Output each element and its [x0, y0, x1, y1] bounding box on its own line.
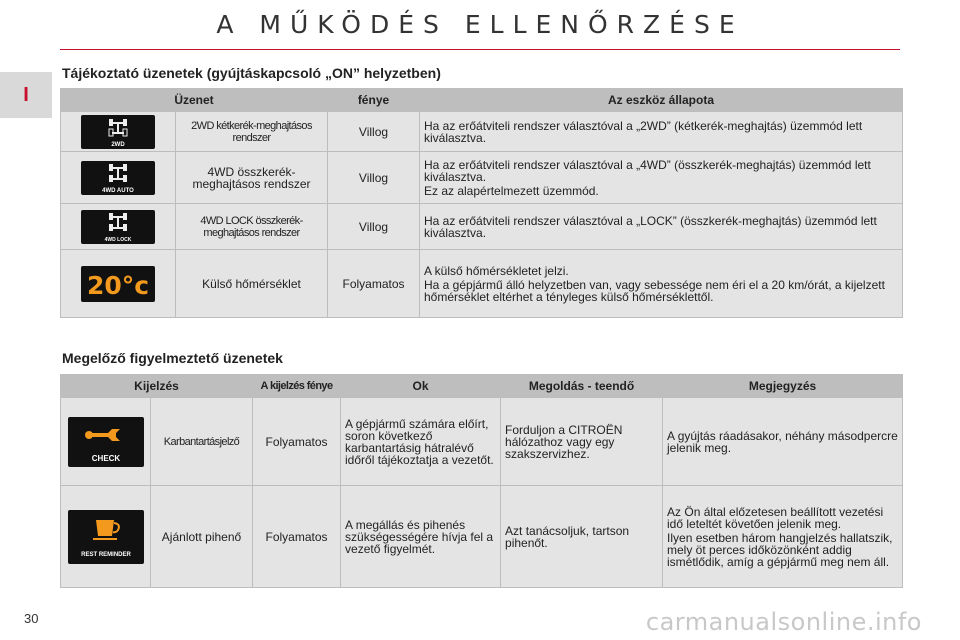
- preventive-warnings-table: [60, 374, 903, 588]
- reason-text: A megállás és pihenés szükségességére hívja fel a vezető figyelmét.: [341, 486, 501, 588]
- svg-text:4WD LOCK: 4WD LOCK: [104, 236, 132, 243]
- message-name: 2WD kétkerék-meghajtásos rendszer: [176, 112, 328, 152]
- section-heading-info-messages: Tájékoztató üzenetek (gyújtáskapcsoló „ON” helyzetben): [62, 65, 441, 81]
- light-status: Folyamatos: [253, 398, 341, 486]
- section-heading-preventive-warnings: Megelőző figyelmeztető üzenetek: [62, 350, 283, 366]
- wrench-check-icon: [68, 417, 144, 467]
- table-row: [61, 250, 903, 318]
- watermark: carmanualsonline.info: [645, 608, 922, 636]
- title-divider: [60, 49, 900, 50]
- status-description: Ha az erőátviteli rendszer választóval a „LOCK” (összkerék-meghajtás) üzemmód lett kiválasztva.: [420, 204, 903, 250]
- 4wd-auto-drive-icon: [81, 161, 155, 195]
- status-description: Ha az erőátviteli rendszer választóval a „2WD” (kétkerék-meghajtás) üzemmód lett kiválasztva.: [420, 112, 903, 152]
- light-status: Villog: [328, 112, 420, 152]
- svg-text:4WD AUTO: 4WD AUTO: [102, 187, 134, 194]
- svg-text:2WD: 2WD: [111, 141, 125, 148]
- table-header-row: [61, 375, 903, 398]
- coffee-cup-icon: [68, 510, 144, 564]
- light-status: Villog: [328, 204, 420, 250]
- message-name: 4WD LOCK összkerék-meghajtásos rendszer: [176, 204, 328, 250]
- table-row: [61, 486, 903, 588]
- reason-text: A gépjármű számára előírt, soron következő karbantartásig hátralévő időről tájékoztatja a vezetőt.: [341, 398, 501, 486]
- display-name: Ajánlott pihenő: [151, 486, 253, 588]
- temperature-display-icon: [81, 266, 155, 302]
- svg-text:REST REMINDER: REST REMINDER: [80, 551, 131, 558]
- table-row: [61, 204, 903, 250]
- column-header: fénye: [328, 89, 420, 112]
- column-header: Megjegyzés: [663, 375, 903, 398]
- table-row: [61, 398, 903, 486]
- icon-cell: [61, 486, 151, 588]
- column-header: Megoldás - teendő: [501, 375, 663, 398]
- light-status: Villog: [328, 152, 420, 204]
- icon-cell: [61, 152, 176, 204]
- table-header-row: [61, 89, 903, 112]
- icon-cell: [61, 398, 151, 486]
- display-name: Karbantartásjelző: [151, 398, 253, 486]
- light-status: Folyamatos: [253, 486, 341, 588]
- table-row: [61, 152, 903, 204]
- column-header: Üzenet: [61, 89, 328, 112]
- message-name: 4WD összkerék-meghajtásos rendszer: [176, 152, 328, 204]
- column-header: Az eszköz állapota: [420, 89, 903, 112]
- column-header: Kijelzés: [61, 375, 253, 398]
- note-text: A gyújtás ráadásakor, néhány másodpercre jelenik meg.: [663, 398, 903, 486]
- action-text: Azt tanácsoljuk, tartson pihenőt.: [501, 486, 663, 588]
- action-text: Forduljon a CITROËN hálózathoz vagy egy szakszervizhez.: [501, 398, 663, 486]
- message-name: Külső hőmérséklet: [176, 250, 328, 318]
- column-header: Ok: [341, 375, 501, 398]
- chapter-tab: I: [0, 72, 52, 118]
- page-title: A MŰKÖDÉS ELLENŐRZÉSE: [216, 10, 744, 39]
- light-status: Folyamatos: [328, 250, 420, 318]
- table-row: [61, 112, 903, 152]
- svg-text:20°c: 20°c: [86, 270, 150, 300]
- column-header: A kijelzés fénye: [253, 375, 341, 398]
- icon-cell: [61, 112, 176, 152]
- status-description: A külső hőmérsékletet jelzi. Ha a gépjármű álló helyzetben van, vagy sebessége nem éri el a 20 km/órát, a kijelzett hőmérséklet eltérhet a tényleges külső hőmérséklettől.: [420, 250, 903, 318]
- svg-text:CHECK: CHECK: [91, 453, 120, 463]
- page-number: 30: [24, 611, 39, 626]
- 2wd-drive-icon: [81, 115, 155, 149]
- status-description: Ha az erőátviteli rendszer választóval a „4WD” (összkerék-meghajtás) üzemmód lett kiválasztva. Ez az alapértelmezett üzemmód.: [420, 152, 903, 204]
- 4wd-lock-drive-icon: [81, 210, 155, 244]
- note-text: Az Ön által előzetesen beállított vezetési idő leteltét követően jelenik meg. Ilyen esetben három hangjelzés hallatszik, mely öt perces időközönként addig ismétlődik, amíg a gépjármű meg nem áll.: [663, 486, 903, 588]
- info-messages-table: [60, 88, 903, 318]
- icon-cell: [61, 250, 176, 318]
- icon-cell: [61, 204, 176, 250]
